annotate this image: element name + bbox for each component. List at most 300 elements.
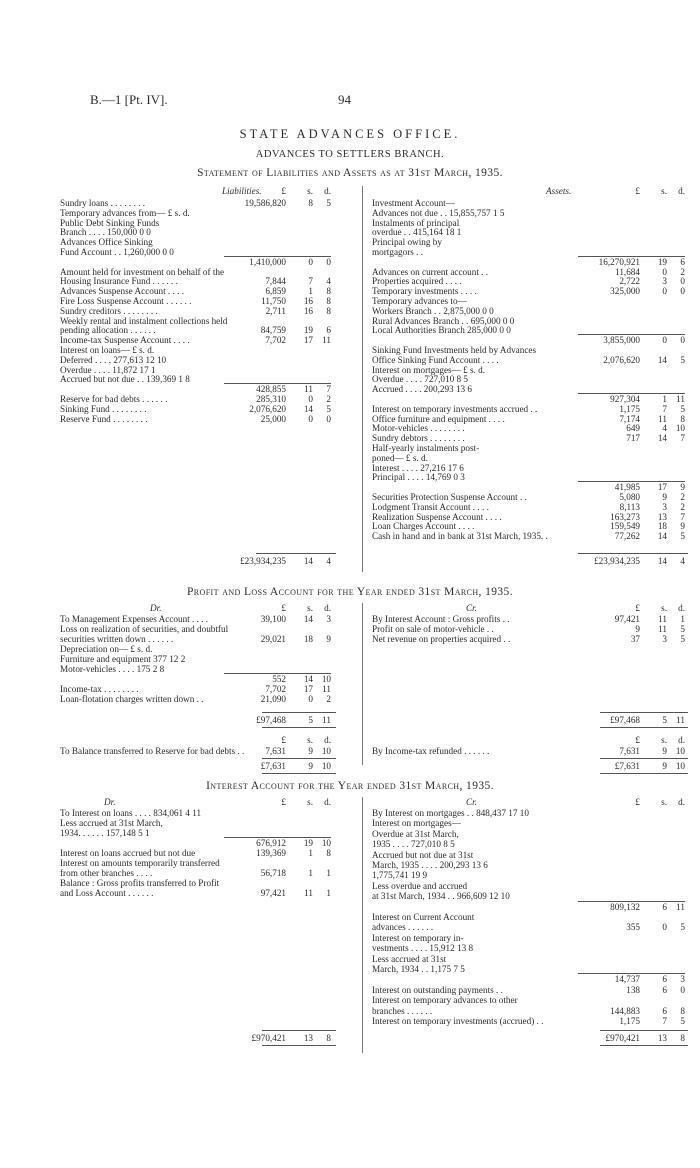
- asset-row-amount-pounds: 7,174: [619, 413, 640, 424]
- int-cr-row-text: Overdue at 31st March,: [372, 828, 459, 839]
- balance-sheet-divider: [362, 186, 363, 572]
- pl2-dr-total-rule-bottom: [262, 773, 336, 774]
- pl-cr-row-amount-pounds: 37: [630, 634, 640, 644]
- asset-row-amount-pence: 2: [680, 501, 685, 512]
- pl-dr-row-amount-shillings: 17: [303, 684, 313, 694]
- int-dr-row-amount-shillings: 1: [308, 848, 313, 858]
- int-cr-row-amount-pence: 5: [680, 1016, 685, 1026]
- asset-row-text: Workers Branch . . 2,875,000 0 0: [372, 305, 494, 316]
- liability-row-amount-pence: 6: [326, 325, 331, 336]
- int-dr-row-amount-pence: 10: [321, 838, 331, 848]
- int-dr-total-rule-bottom: [262, 1045, 336, 1046]
- asset-row-amount-shillings: 14: [657, 531, 667, 542]
- asset-row-text: Interest on mortgages— £ s. d.: [372, 364, 486, 375]
- asset-row-amount-pence: 11: [676, 394, 685, 404]
- int-cr-row-amount-shillings: 6: [662, 901, 667, 912]
- liability-row-text: Reserve for bad debts . . . . . .: [60, 394, 168, 404]
- pl-currency-right-pence: d.: [678, 603, 685, 613]
- asset-row-amount-shillings: 11: [658, 413, 667, 424]
- pl-cr-row-amount-pounds: 97,421: [614, 614, 640, 624]
- int-dr-total-rule-top: [262, 1030, 336, 1031]
- int-cr-row-amount-pounds: 138: [626, 984, 640, 995]
- page-number: 94: [338, 92, 351, 107]
- liability-row-amount-pence: 8: [326, 296, 331, 306]
- asset-row-amount-shillings: 0: [662, 266, 667, 277]
- pl-dr-row-amount-pounds: 552: [272, 674, 286, 684]
- liabilities-label: Liabilities.: [222, 186, 262, 196]
- pl2-currency-right-pounds: £: [635, 735, 640, 745]
- asset-row-text: Principal owing by: [372, 237, 442, 248]
- asset-row-amount-pounds: 159,549: [610, 521, 640, 532]
- int-cr-row-text: Less accrued at 31st: [372, 953, 447, 964]
- asset-row-text: Accrued . . . . 200,293 13 6: [372, 384, 473, 395]
- int-cr-row-text: March, 1935 . . . . 200,293 13 6: [372, 860, 488, 870]
- asset-row-amount-shillings: 0: [662, 286, 667, 297]
- pl2-currency-right-shillings: s.: [661, 735, 667, 745]
- liability-row-amount-pounds: 25,000: [260, 413, 286, 424]
- asset-row-amount-pounds: 3,855,000: [603, 335, 640, 346]
- int-dr-row-amount-pence: 1: [326, 868, 331, 878]
- liability-row-text: Sundry loans . . . . . . . .: [60, 198, 145, 208]
- pl-dr-row-amount-shillings: 18: [303, 634, 313, 644]
- page-title: STATE ADVANCES OFFICE.: [239, 127, 461, 141]
- int-dr-total-pounds: £970,421: [251, 1033, 286, 1043]
- pl-cr-row-amount-shillings: 11: [658, 624, 667, 634]
- asset-row-text: Office Sinking Fund Account . . . .: [372, 354, 499, 365]
- asset-row-text: Advances not due . . 15,855,757 1 5: [372, 207, 505, 218]
- int-cr-row-text: Interest on mortgages—: [372, 818, 461, 829]
- asset-row-amount-shillings: 13: [657, 511, 667, 522]
- currency-header-right-pence: d.: [678, 186, 685, 196]
- liability-row-amount-shillings: 8: [308, 198, 313, 208]
- pl2-cr-total-shillings: 9: [662, 761, 667, 771]
- asset-row-text: Motor-vehicles . . . . . . . .: [372, 423, 465, 434]
- pl-currency-left-shillings: s.: [307, 603, 313, 613]
- liability-row-amount-shillings: 11: [304, 384, 313, 395]
- pl-dr-row-amount-pence: 9: [326, 634, 331, 644]
- asset-row-text: Realization Suspense Account . . . .: [372, 511, 502, 522]
- asset-row-amount-pounds: 11,684: [615, 266, 640, 277]
- liability-row-amount-pounds: 11,750: [261, 296, 286, 306]
- int-cr-row-text: Interest on outstanding payments . .: [372, 984, 503, 995]
- pl-dr-row-amount-pence: 3: [326, 614, 331, 624]
- int-cr-row-amount-pounds: 809,132: [610, 901, 640, 912]
- asset-row-amount-pence: 10: [675, 423, 685, 434]
- asset-row-amount-shillings: 17: [657, 482, 667, 493]
- int-cr-row-amount-pounds: 355: [626, 922, 640, 933]
- liability-row-text: Amount held for investment on behalf of the: [60, 266, 225, 277]
- liability-row-amount-shillings: 0: [308, 413, 313, 424]
- int-cr-row-amount-shillings: 0: [662, 922, 667, 933]
- pl-cr-total-rule-bottom: [600, 727, 688, 728]
- pl-cr-total-pounds: £97,468: [610, 715, 640, 725]
- asset-row-amount-pence: 2: [680, 492, 685, 502]
- asset-row-text: Local Authorities Branch 285,000 0 0: [372, 325, 511, 336]
- int-cr-row-text: Interest on Current Account: [372, 912, 475, 922]
- asset-row-amount-pence: 5: [680, 403, 685, 414]
- pl-currency-right-pounds: £: [635, 603, 640, 613]
- pl-cr-row-amount-pence: 5: [680, 634, 685, 644]
- asset-row-text: poned— £ s. d.: [372, 452, 428, 463]
- pl2-cr-total-rule-top: [600, 758, 688, 759]
- asset-row-amount-pounds: 927,304: [610, 394, 640, 404]
- int-cr-row-amount-shillings: 6: [662, 984, 667, 995]
- currency-header-left-pounds: £: [281, 186, 286, 196]
- asset-row-amount-pence: 9: [680, 482, 685, 493]
- int-dr-row-text: and Loss Account . . . . . .: [60, 888, 154, 898]
- liability-row-amount-shillings: 17: [303, 335, 313, 346]
- asset-row-amount-pence: 0: [680, 276, 685, 287]
- int-cr-row-amount-pounds: 1,175: [619, 1016, 640, 1026]
- pl-dr-total-pounds: £97,468: [256, 715, 286, 725]
- pl-dr-row-amount-shillings: 14: [303, 614, 313, 624]
- liability-row-amount-shillings: 7: [308, 276, 313, 287]
- asset-row-text: mortgagors . .: [372, 247, 424, 257]
- pl-currency-left-pence: d.: [324, 603, 331, 613]
- int-currency-right-shillings: s.: [661, 797, 667, 807]
- liability-row-amount-pence: 11: [322, 335, 331, 346]
- liability-row-text: Reserve Fund . . . . . . . .: [60, 413, 148, 424]
- int-currency-right-pence: d.: [678, 797, 685, 807]
- liability-row-text: Income-tax Suspense Account . . . .: [60, 335, 190, 346]
- liability-row-amount-pounds: 2,076,620: [249, 403, 286, 414]
- pl-dr-row-amount-pence: 2: [326, 694, 331, 704]
- asset-row-text: Office furniture and equipment . . . .: [372, 413, 505, 424]
- pl2-dr-total-pence: 10: [321, 761, 331, 771]
- pl-dr-row-amount-pounds: 39,100: [260, 614, 286, 624]
- int-cr-row-amount-shillings: 6: [662, 1005, 667, 1016]
- pl-dr-row-amount-pounds: 21,090: [260, 694, 286, 704]
- int-cr-total-pence: 8: [680, 1033, 685, 1043]
- liability-row-text: Housing Insurance Fund . . . . . .: [60, 276, 178, 287]
- asset-row-text: Properties acquired . . . .: [372, 276, 462, 287]
- pl2-currency-left-pounds: £: [281, 735, 286, 745]
- liability-row-text: Weekly rental and instalment collections held: [60, 315, 228, 326]
- liability-row-amount-pence: 0: [326, 256, 331, 267]
- liability-row-amount-pounds: 6,859: [265, 286, 286, 297]
- int-cr-row-text: branches . . . . . .: [372, 1005, 433, 1016]
- pl-currency-right-shillings: s.: [661, 603, 667, 613]
- int-cr-row-amount-pence: 0: [680, 984, 685, 995]
- pl-dr-row-text: Income-tax . . . . . . . .: [60, 684, 139, 694]
- pl-dr-row-amount-pounds: 29,021: [260, 634, 286, 644]
- int-cr-row-text: 1,775,741 19 9: [372, 870, 428, 881]
- asset-row-amount-pence: 6: [680, 256, 685, 267]
- liability-row-amount-pounds: 19,586,820: [244, 198, 286, 208]
- liability-row-text: Public Debt Sinking Funds: [60, 217, 160, 228]
- assets-label: Assets.: [546, 186, 572, 196]
- pl2-currency-left-shillings: s.: [307, 735, 313, 745]
- int-dr-row-amount-shillings: 19: [303, 838, 313, 848]
- liability-row-amount-pence: 0: [326, 413, 331, 424]
- currency-header-right-pounds: £: [635, 186, 640, 196]
- asset-row-amount-pounds: 2,076,620: [603, 354, 640, 365]
- report-reference: B.—1 [Pt. IV].: [90, 92, 168, 107]
- liabilities-total-rule: [256, 553, 336, 554]
- liability-row-text: Accrued but not due . . 139,369 1 8: [60, 374, 190, 385]
- pl2-currency-left-pence: d.: [324, 735, 331, 745]
- pl-cr-total-rule-top: [600, 712, 688, 713]
- int-cr-row-text: 1935 . . . . 727,010 8 5: [372, 839, 455, 850]
- pl-dr-total-pence: 11: [322, 715, 331, 725]
- liability-row-text: Advances Office Sinking: [60, 237, 153, 248]
- asset-row-text: Advances on current account . .: [372, 266, 489, 277]
- int-dr-row-amount-pounds: 676,912: [256, 838, 286, 848]
- pl-dr-row-text: Motor-vehicles . . . . 175 2 8: [60, 664, 165, 674]
- liability-row-amount-shillings: 0: [308, 394, 313, 404]
- liability-row-amount-shillings: 1: [308, 286, 313, 297]
- liability-row-amount-pounds: 7,702: [265, 335, 286, 346]
- pl2-cr-amount-shillings: 9: [662, 746, 667, 756]
- pl-dr-row-text: Loan-flotation charges written down . .: [60, 694, 204, 704]
- asset-row-amount-pence: 7: [680, 433, 685, 444]
- pl2-currency-right-pence: d.: [678, 735, 685, 745]
- asset-row-amount-pence: 8: [680, 413, 685, 424]
- asset-row-amount-pounds: 2,722: [619, 276, 640, 287]
- pl-dr-row-text: securities written down . . . . . .: [60, 634, 174, 644]
- asset-row-text: Sinking Fund Investments held by Advances: [372, 345, 537, 355]
- int-dr-row-amount-pounds: 56,718: [260, 868, 286, 878]
- liability-row-text: Advances Suspense Account . . . .: [60, 286, 185, 297]
- assets-total-pence: 4: [680, 556, 685, 566]
- pl-cr-row-text: Net revenue on properties acquired . .: [372, 634, 511, 644]
- asset-row-amount-shillings: 4: [662, 423, 667, 434]
- int-dr-total-shillings: 13: [303, 1033, 313, 1043]
- liability-row-text: Sinking Fund . . . . . . . .: [60, 403, 147, 414]
- int-cr-row-text: By Interest on mortgages . . 848,437 17 10: [372, 808, 529, 818]
- pl-cr-row-text: By Interest Account : Gross profits . .: [372, 614, 510, 624]
- asset-row-text: Interest . . . . 27,216 17 6: [372, 462, 464, 473]
- int-cr-row-text: March, 1934 . . 1,175 7 5: [372, 964, 465, 974]
- pl-dr-row-amount-shillings: 14: [303, 674, 313, 684]
- int-dr-row-amount-pounds: 97,421: [260, 888, 286, 898]
- asset-row-text: Loan Charges Account . . . .: [372, 521, 475, 532]
- pl-dr-row-amount-pence: 10: [321, 674, 331, 684]
- int-cr-total-rule-top: [600, 1030, 688, 1031]
- liability-row-amount-pounds: 2,711: [265, 305, 286, 316]
- pl2-cr-total-rule-bottom: [600, 773, 688, 774]
- pl-dr-row-amount-shillings: 0: [308, 694, 313, 704]
- interest-account-heading: Interest Account for the Year ended 31st March, 1935.: [206, 780, 494, 792]
- asset-row-text: Cash in hand and in bank at 31st March, 1935. .: [372, 531, 548, 542]
- asset-row-amount-shillings: 19: [657, 256, 667, 267]
- pl-cr-row-amount-shillings: 3: [662, 634, 667, 644]
- asset-row-text: Instalments of principal: [372, 217, 460, 228]
- int-dr-row-amount-pence: 8: [326, 848, 331, 858]
- asset-row-amount-pounds: 717: [626, 433, 640, 444]
- pl-cr-total-shillings: 5: [662, 715, 667, 725]
- int-cr-row-text: Less overdue and accrued: [372, 880, 468, 891]
- asset-row-amount-shillings: 14: [657, 433, 667, 444]
- asset-row-amount-pence: 7: [680, 511, 685, 522]
- asset-row-amount-pence: 2: [680, 266, 685, 277]
- liability-row-amount-pence: 8: [326, 305, 331, 316]
- int-cr-row-amount-pence: 8: [680, 1005, 685, 1016]
- int-cr-row-text: Interest on temporary in-: [372, 932, 464, 943]
- asset-row-amount-pounds: 16,270,921: [598, 256, 640, 267]
- asset-row-amount-pence: 9: [680, 521, 685, 532]
- pl-cr-row-text: Profit on sale of motor-vehicle . .: [372, 624, 494, 634]
- liability-row-amount-pounds: 428,855: [256, 384, 286, 395]
- liability-row-amount-pence: 7: [326, 384, 331, 395]
- int-dr-label: Dr.: [104, 797, 116, 807]
- liabilities-total-shillings: 14: [303, 556, 313, 566]
- asset-row-text: Temporary advances to—: [372, 296, 467, 306]
- asset-row-amount-pence: 0: [680, 335, 685, 346]
- liability-row-text: Branch . . . . 150,000 0 0: [60, 227, 151, 238]
- currency-header-left-shillings: s.: [307, 186, 313, 196]
- pl-dr-row-text: Furniture and equipment 377 12 2: [60, 654, 186, 664]
- asset-row-amount-shillings: 3: [662, 501, 667, 512]
- liability-row-text: Fund Account . . 1,260,000 0 0: [60, 247, 174, 257]
- pl-cr-row-amount-pounds: 9: [635, 624, 640, 634]
- profit-loss-divider: [362, 603, 363, 765]
- asset-row-amount-pounds: 649: [626, 423, 640, 434]
- pl-dr-row-amount-pence: 11: [322, 684, 331, 694]
- int-cr-row-amount-shillings: 7: [662, 1016, 667, 1026]
- liabilities-total-pounds: £23,934,235: [240, 556, 286, 566]
- int-cr-row-amount-pence: 3: [680, 974, 685, 985]
- pl-dr-total-rule-bottom: [262, 727, 336, 728]
- int-cr-row-text: at 31st March, 1934 . . 966,609 12 10: [372, 891, 510, 902]
- liability-row-amount-pence: 5: [326, 198, 331, 208]
- assets-total-shillings: 14: [657, 556, 667, 566]
- int-cr-row-text: Interest on temporary advances to other: [372, 995, 518, 1006]
- pl-dr-row-text: To Management Expenses Account . . . .: [60, 614, 209, 624]
- liabilities-total-pence: 4: [326, 556, 331, 566]
- int-dr-row-text: Balance : Gross profits transferred to Profit: [60, 878, 220, 888]
- pl-dr-total-rule-top: [262, 712, 336, 713]
- liability-row-text: Overdue . . . . 11,872 17 1: [60, 364, 156, 375]
- pl-dr-row-amount-pounds: 7,702: [265, 684, 286, 694]
- asset-row-amount-shillings: 9: [662, 492, 667, 502]
- asset-row-text: Investment Account—: [372, 198, 455, 208]
- assets-total-pounds: £23,934,235: [594, 556, 640, 566]
- int-cr-row-text: advances . . . . . .: [372, 922, 434, 933]
- asset-row-text: Half-yearly instalments post-: [372, 443, 480, 453]
- asset-row-text: Sundry debtors . . . . . . . .: [372, 433, 465, 444]
- asset-row-text: Lodgment Transit Account . . . .: [372, 501, 489, 512]
- pl2-dr-text: To Balance transferred to Reserve for bad debts . .: [60, 746, 245, 756]
- liability-row-amount-pence: 4: [326, 276, 331, 287]
- pl2-cr-amount-pounds: 7,631: [619, 746, 640, 756]
- asset-row-text: Temporary investments . . . .: [372, 286, 477, 297]
- asset-row-amount-pounds: 1,175: [619, 403, 640, 414]
- liability-row-amount-pounds: 7,844: [265, 276, 286, 287]
- int-dr-row-text: Interest on amounts temporarily transferred: [60, 858, 220, 868]
- int-currency-left-pence: d.: [324, 797, 331, 807]
- int-cr-row-amount-shillings: 6: [662, 974, 667, 985]
- pl-cr-label: Cr.: [466, 603, 477, 613]
- int-cr-total-shillings: 13: [657, 1033, 667, 1043]
- int-cr-row-text: Accrued but not due at 31st: [372, 849, 474, 860]
- int-dr-row-text: Interest on loans accrued but not due: [60, 848, 196, 858]
- asset-row-amount-pence: 5: [680, 531, 685, 542]
- asset-row-amount-pounds: 77,262: [614, 531, 640, 542]
- liability-row-amount-shillings: 16: [303, 296, 313, 306]
- asset-row-text: overdue . . 415,164 18 1: [372, 227, 462, 238]
- int-cr-total-pounds: £970,421: [605, 1033, 640, 1043]
- pl2-dr-total-pounds: £7,631: [260, 761, 286, 771]
- int-dr-row-text: from other branches . . . .: [60, 868, 153, 878]
- asset-row-amount-shillings: 1: [662, 394, 667, 404]
- liability-row-text: Interest on loans— £ s. d.: [60, 345, 155, 355]
- liability-row-text: Temporary advances from— £ s. d.: [60, 207, 190, 218]
- pl2-dr-total-rule-top: [262, 758, 336, 759]
- pl-cr-total-pence: 11: [676, 715, 685, 725]
- liability-row-amount-pounds: 1,410,000: [249, 256, 286, 267]
- assets-total-rule: [578, 553, 688, 554]
- currency-header-left-pence: d.: [324, 186, 331, 196]
- liability-row-amount-shillings: 14: [303, 403, 313, 414]
- int-cr-row-text: vestments . . . . 15,912 13 8: [372, 943, 474, 954]
- asset-row-text: Rural Advances Branch . . 695,000 0 0: [372, 315, 515, 326]
- asset-row-amount-pounds: 41,985: [614, 482, 640, 493]
- balance-sheet-heading: Statement of Liabilities and Assets as at 31st March, 1935.: [197, 167, 503, 179]
- asset-row-amount-shillings: 7: [662, 403, 667, 414]
- asset-row-amount-shillings: 14: [657, 354, 667, 365]
- liability-row-amount-pence: 2: [326, 394, 331, 404]
- int-dr-row-text: Less accrued at 31st March,: [60, 818, 163, 828]
- profit-loss-heading: Profit and Loss Account for the Year ended 31st March, 1935.: [187, 586, 513, 598]
- pl2-dr-amount-pence: 10: [321, 746, 331, 756]
- int-cr-row-amount-pence: 5: [680, 922, 685, 933]
- int-currency-left-shillings: s.: [307, 797, 313, 807]
- int-dr-row-amount-shillings: 11: [304, 888, 313, 898]
- asset-row-amount-shillings: 0: [662, 335, 667, 346]
- pl-dr-total-shillings: 5: [308, 715, 313, 725]
- liability-row-text: Sundry creditors . . . . . . . .: [60, 305, 158, 316]
- liability-row-text: Fire Loss Suspense Account . . . . . .: [60, 296, 192, 306]
- int-dr-row-amount-pence: 1: [326, 888, 331, 898]
- pl-cr-row-amount-pence: 1: [680, 614, 685, 624]
- pl2-dr-amount-pounds: 7,631: [265, 746, 286, 756]
- int-dr-row-text: 1934. . . . . . 157,148 5 1: [60, 828, 150, 838]
- int-cr-row-amount-pounds: 144,883: [610, 1005, 640, 1016]
- pl2-dr-amount-shillings: 9: [308, 746, 313, 756]
- pl2-cr-amount-pence: 10: [675, 746, 685, 756]
- pl2-dr-total-shillings: 9: [308, 761, 313, 771]
- liability-row-amount-pence: 5: [326, 403, 331, 414]
- pl-cr-row-amount-shillings: 11: [658, 614, 667, 624]
- liability-row-amount-pounds: 285,310: [256, 394, 286, 404]
- asset-row-amount-pounds: 5,080: [619, 492, 640, 502]
- asset-row-amount-pence: 0: [680, 286, 685, 297]
- int-currency-right-pounds: £: [635, 797, 640, 807]
- liability-row-amount-shillings: 19: [303, 325, 313, 336]
- liability-row-amount-shillings: 16: [303, 305, 313, 316]
- interest-divider: [362, 797, 363, 1053]
- int-dr-row-amount-pounds: 139,369: [256, 848, 286, 858]
- liability-row-amount-pounds: 84,759: [260, 325, 286, 336]
- pl-dr-row-text: Loss on realization of securities, and doubtful: [60, 624, 229, 634]
- int-cr-row-text: Interest on temporary investments (accrued) . .: [372, 1016, 544, 1026]
- liability-row-text: pending allocation . . . . . .: [60, 325, 156, 336]
- asset-row-amount-shillings: 3: [662, 276, 667, 287]
- asset-row-amount-shillings: 18: [657, 521, 667, 532]
- int-dr-row-amount-shillings: 1: [308, 868, 313, 878]
- pl-dr-row-text: Depreciation on— £ s. d.: [60, 644, 153, 654]
- int-cr-row-amount-pounds: 14,737: [614, 974, 640, 985]
- asset-row-amount-pounds: 325,000: [610, 286, 640, 297]
- currency-header-right-shillings: s.: [661, 186, 667, 196]
- int-cr-total-rule-bottom: [600, 1045, 688, 1046]
- asset-row-amount-pounds: 163,273: [610, 511, 640, 522]
- asset-row-text: Interest on temporary investments accrued . .: [372, 403, 538, 414]
- liability-row-amount-pence: 8: [326, 286, 331, 297]
- int-dr-total-pence: 8: [326, 1033, 331, 1043]
- asset-row-text: Principal . . . . 14,769 0 3: [372, 472, 465, 483]
